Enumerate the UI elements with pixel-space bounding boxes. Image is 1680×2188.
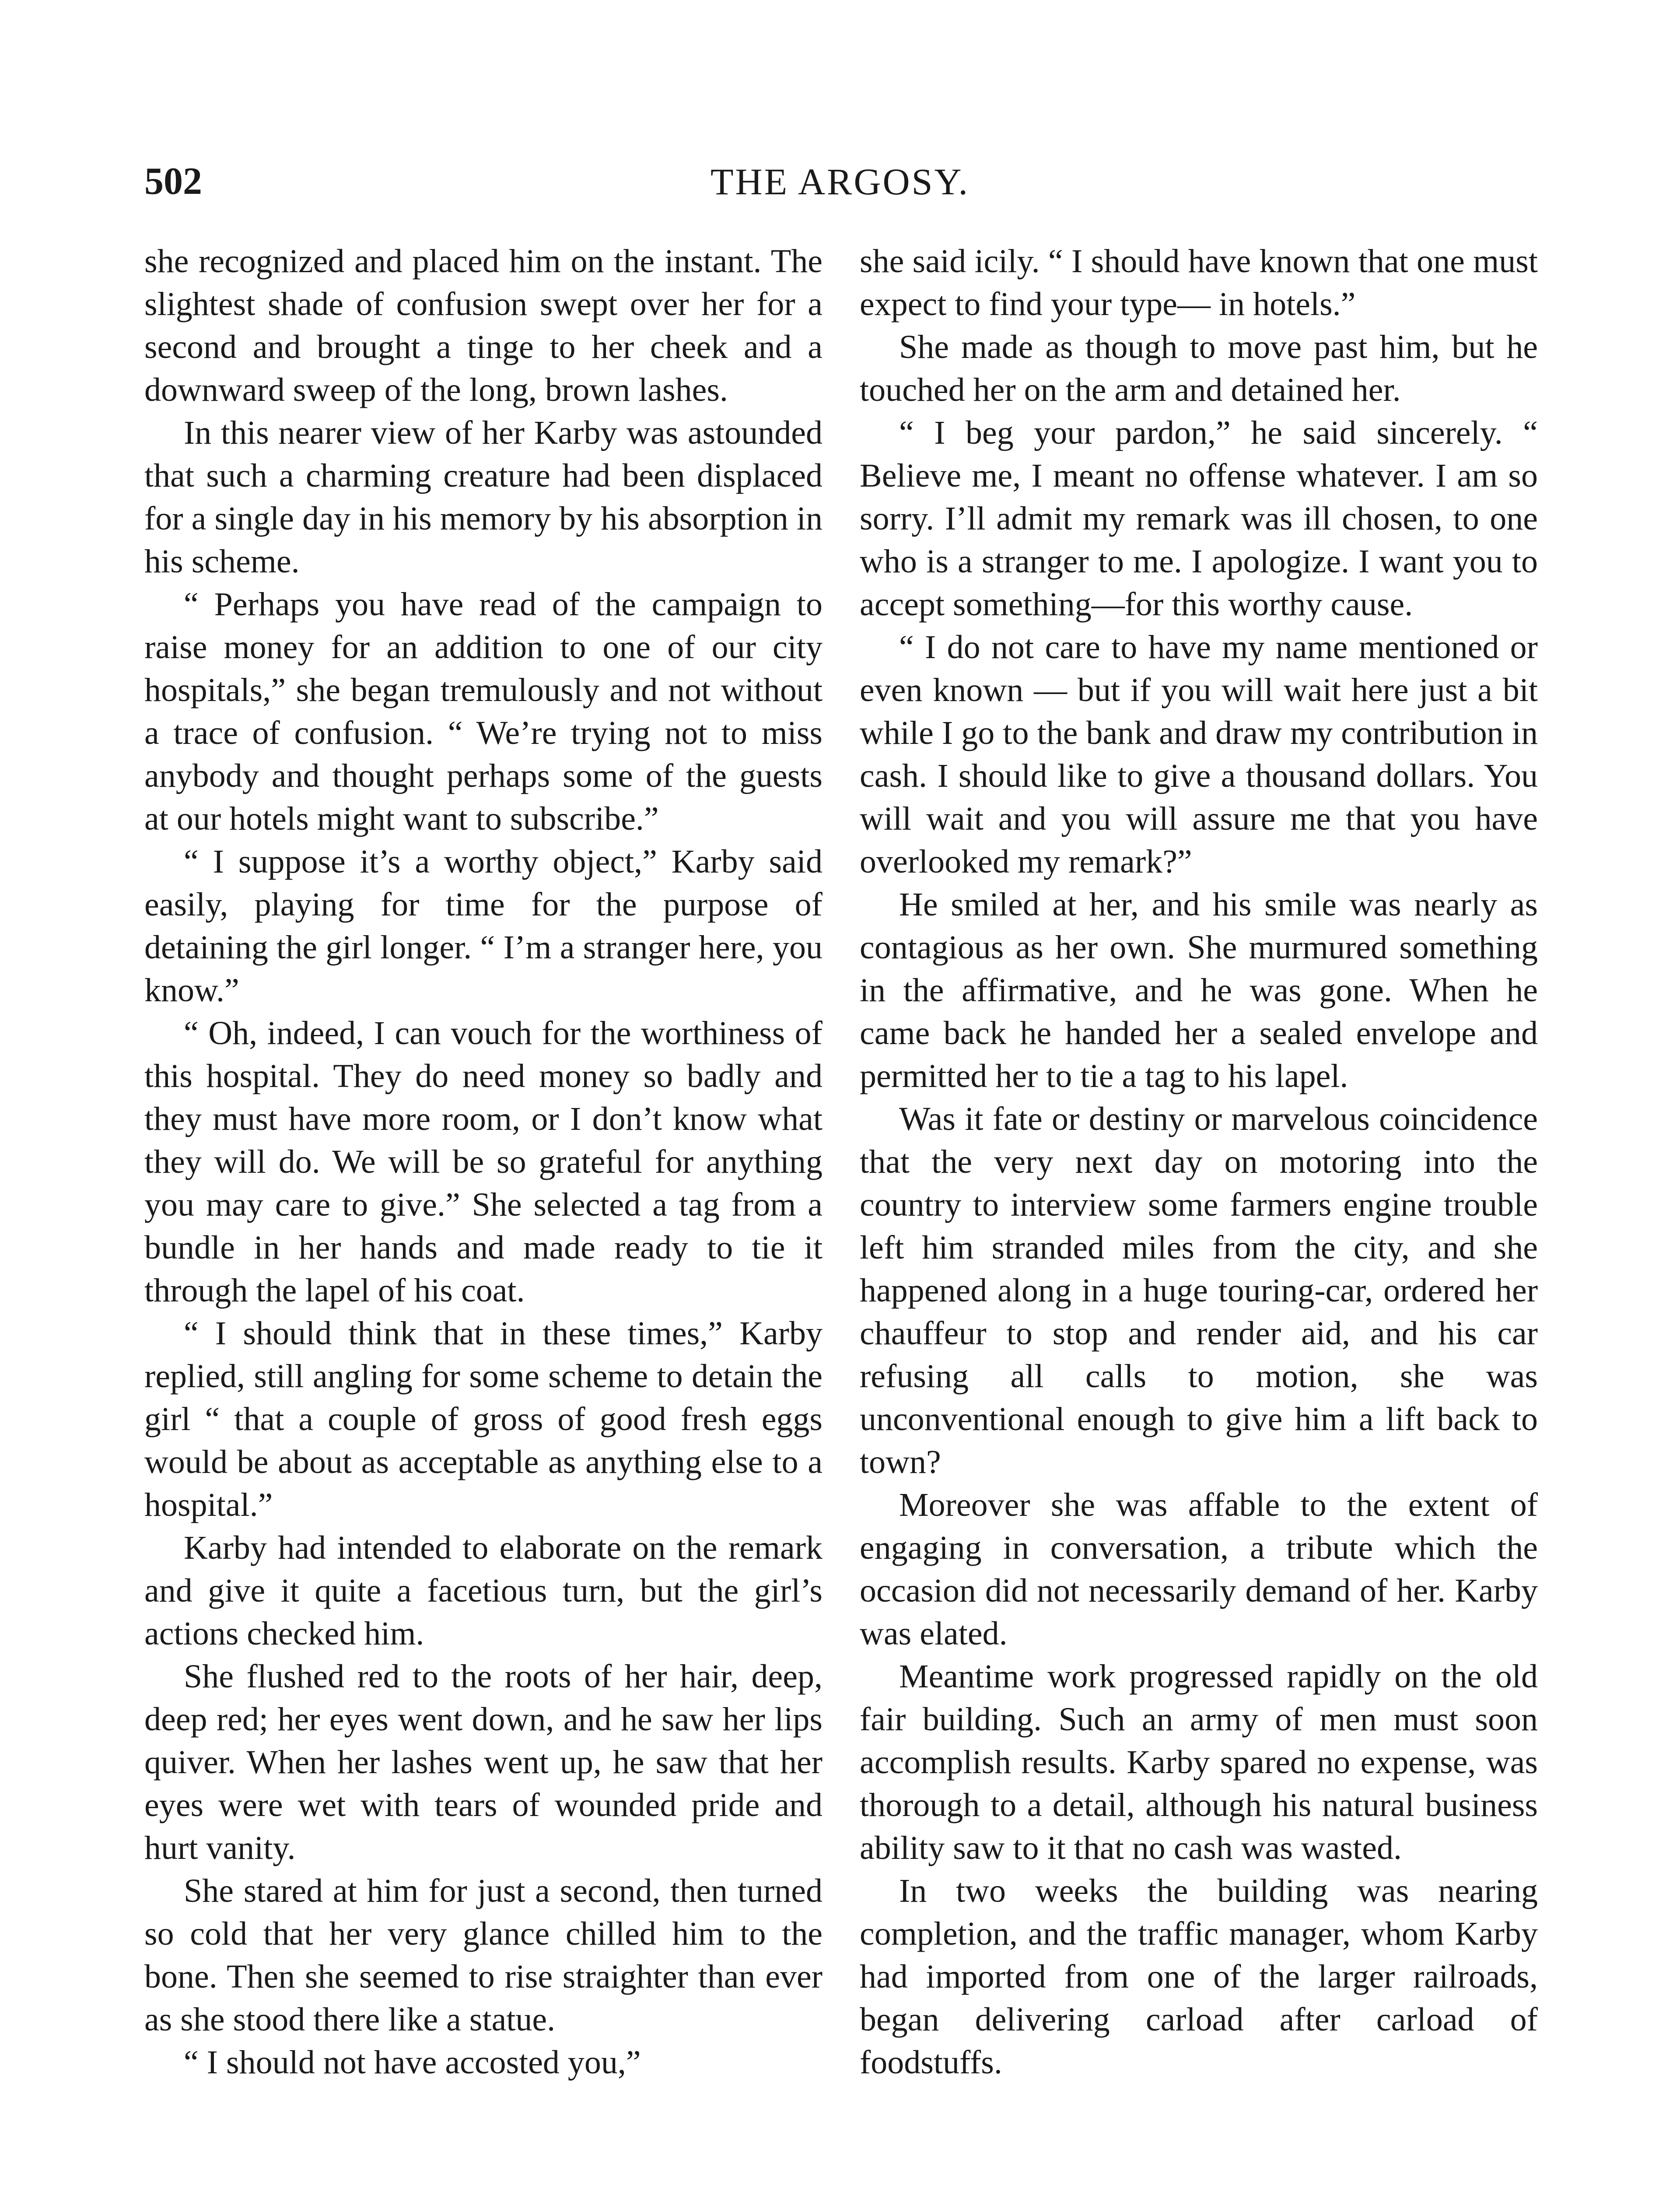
paragraph: In two weeks the building was nearing completion, and the traffic manager, whom Karby had imported from one of the larger railroads, began delivering carload after carload of foodstuffs. [860,1872,1538,2081]
paragraph: Moreover she was affable to the extent of engaging in conversation, a tribute which the occasion did not necessarily demand of her. Karby was elated. [860,1487,1538,1652]
left-column [144,240,822,2084]
paragraph: “ I do not care to have my name mentioned or even known — but if you will wait here just a bit while I go to the bank and draw my contribution in cash. I should like to give a thousand dollars. You will wait and you will assure me that you have overlooked my remark?” [860,629,1538,880]
running-title: THE ARGOSY. [710,161,970,203]
paragraph: Was it fate or destiny or marvelous coincidence that the very next day on motoring into the country to interview some farmers engine trouble left him stranded miles from the city, and she happened along in a huge touring-car, ordered her chauffeur to stop and render aid, and his car refusing all calls to motion, she was unconventional enough to give him a lift back to town? [860,1101,1538,1480]
paragraph: Meantime work progressed rapidly on the old fair building. Such an army of men must soon accomplish results. Karby spared no expense, was thorough to a detail, although his natural business ability saw to it that no cash was wasted. [860,1658,1538,1866]
page-header [144,158,1536,206]
paragraph: “ I beg your pardon,” he said sincerely. “ Believe me, I meant no offense whatever. I am so sorry. I’ll admit my remark was ill chosen, to one who is a stranger to me. I apologize. I want you to accept something—for this worthy cause. [860,414,1538,623]
paragraph: “ I suppose it’s a worthy object,” Karby said easily, playing for time for the purpose of detaining the girl longer. “ I’m a stranger here, you know.” [144,843,822,1009]
paragraph: “ Perhaps you have read of the campaign to raise money for an addition to one of our city hospitals,” she began tremulously and not without a trace of confusion. “ We’re trying not to miss anybody and thought perhaps some of the guests at our hotels might want to subscribe.” [144,586,822,837]
paragraph: “ Oh, indeed, I can vouch for the worthiness of this hospital. They do need money so badly and they must have more room, or I don’t know what they will do. We will be so grateful for anything you may care to give.” She selected a tag from a bundle in her hands and made ready to tie it through the lapel of his coat. [144,1015,822,1309]
paragraph: In this nearer view of her Karby was astounded that such a charming creature had been displaced for a single day in his memory by his absorption in his scheme. [144,414,822,580]
page-number: 502 [144,160,202,203]
paragraph: she said icily. “ I should have known that one must expect to find your type— in hotels.” [860,243,1538,323]
paragraph: she recognized and placed him on the instant. The slightest shade of confusion swept over her for a second and brought a tinge to her cheek and a downward sweep of the long, brown lashes. [144,243,822,408]
paragraph: “ I should think that in these times,” Karby replied, still angling for some scheme to detain the girl “ that a couple of gross of good fresh eggs would be about as acceptable as anything else to a hospital.” [144,1315,822,1523]
paragraph: She stared at him for just a second, then turned so cold that her very glance chilled him to the bone. Then she seemed to rise straighter than ever as she stood there like a statue. [144,1872,822,2038]
paragraph: She flushed red to the roots of her hair, deep, deep red; her eyes went down, and he saw her lips quiver. When her lashes went up, he saw that her eyes were wet with tears of wounded pride and hurt vanity. [144,1658,822,1866]
paragraph: She made as though to move past him, but he touched her on the arm and detained her. [860,329,1538,408]
paragraph: He smiled at her, and his smile was nearly as contagious as her own. She murmured something in the affirmative, and he was gone. When he came back he handed her a sealed envelope and permitted her to tie a tag to his lapel. [860,886,1538,1094]
right-column [860,240,1538,2084]
paragraph: “ I should not have accosted you,” [184,2044,641,2081]
paragraph: Karby had intended to elaborate on the remark and give it quite a facetious turn, but the girl’s actions checked him. [144,1529,822,1652]
